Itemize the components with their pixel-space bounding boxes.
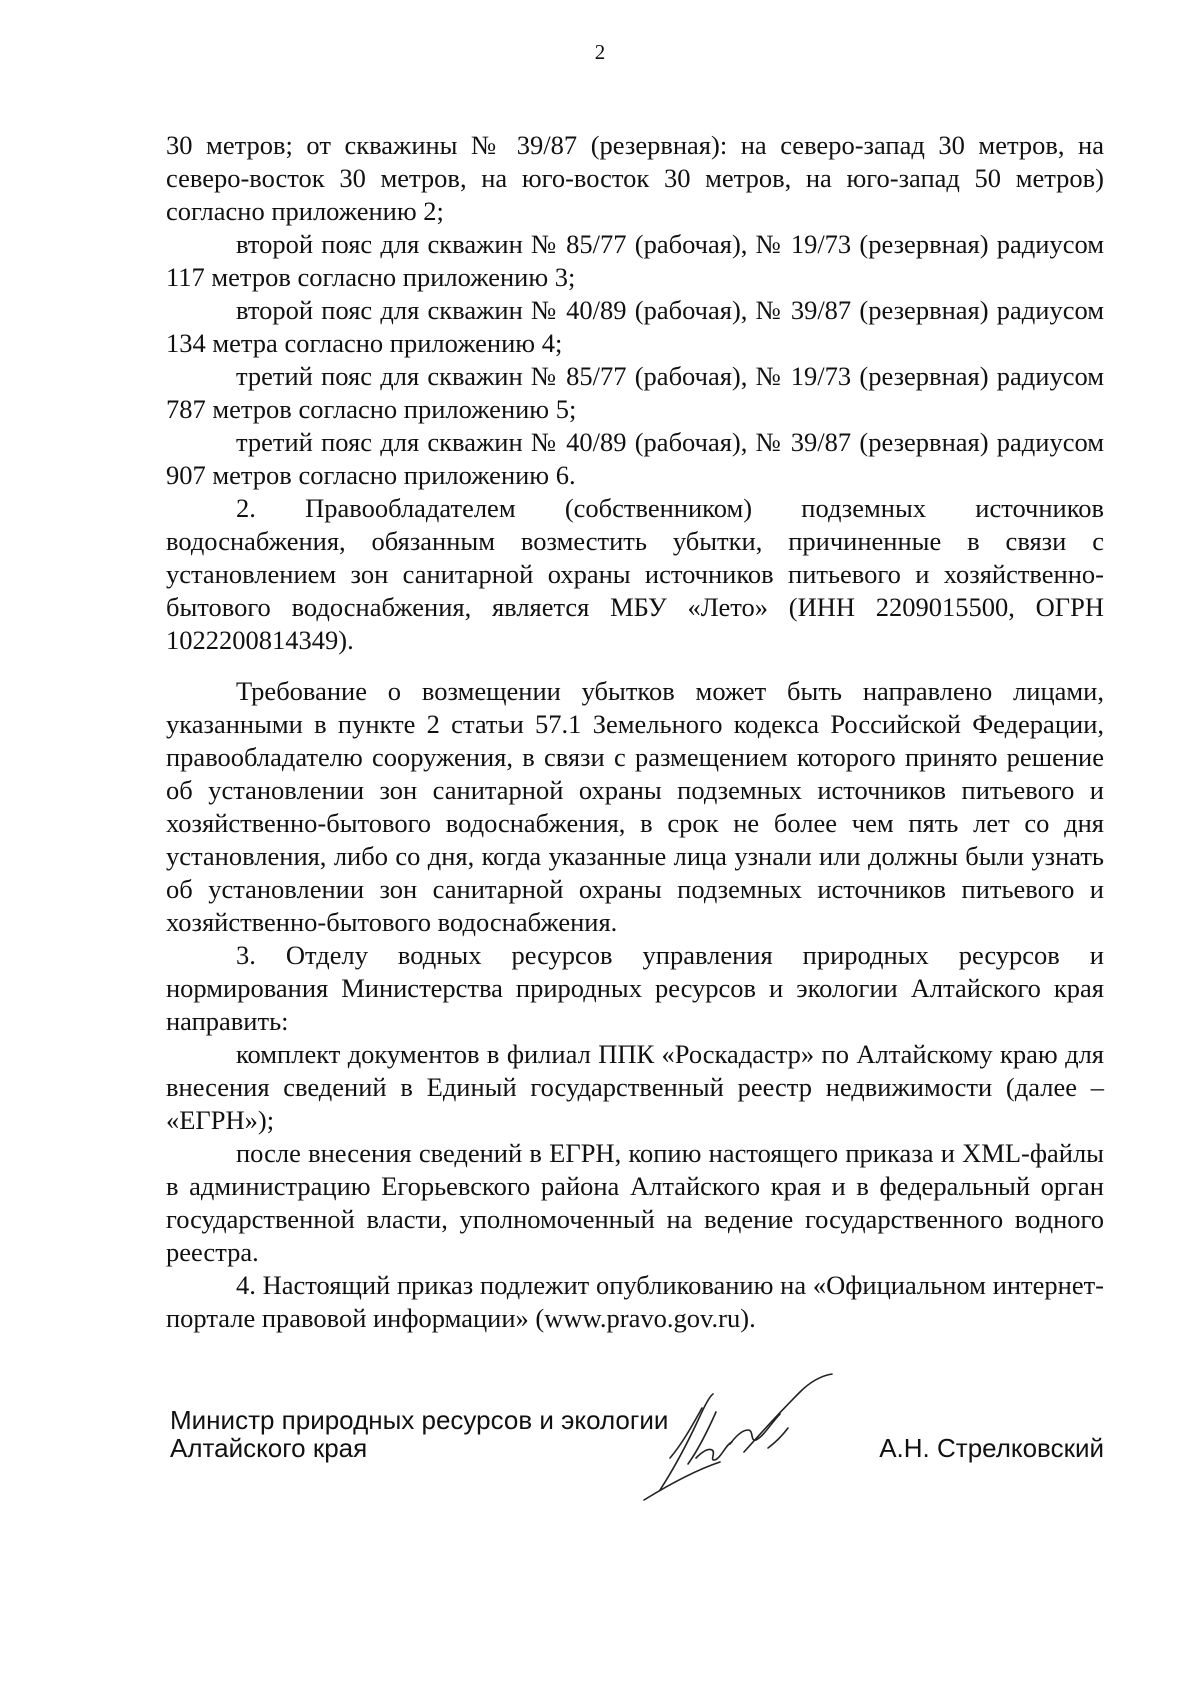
page-number: 2 — [594, 40, 606, 64]
paragraph-second-belt-40-89: второй пояс для скважин № 40/89 (рабочая), № 39/87 (резервная) радиусом 134 метра согласно приложению 4; — [166, 295, 1104, 358]
signatory-name: А.Н. Стрелковский — [879, 1433, 1104, 1463]
paragraph-item-2: 2. Правообладателем (собственником) подземных источников водоснабжения, обязанным возместить убытки, причиненные в связи с установлением зон санитарной охраны источников питьевого и хозяйственно-бытового водоснабжения, является МБУ «Лето» (ИНН 2209015500, ОГРН 1022200814349). — [166, 493, 1104, 655]
signatory-region: Алтайского края — [170, 1433, 368, 1463]
paragraph-third-belt-85-77: третий пояс для скважин № 85/77 (рабочая), № 19/73 (резервная) радиусом 787 метров согласно приложению 5; — [166, 361, 1104, 424]
paragraph-third-belt-40-89: третий пояс для скважин № 40/89 (рабочая), № 39/87 (резервная) радиусом 907 метров согласно приложению 6. — [166, 427, 1104, 490]
paragraph-item-3: 3. Отделу водных ресурсов управления природных ресурсов и нормирования Министерства природных ресурсов и экологии Алтайского края направить: — [166, 940, 1104, 1036]
paragraph-roskadastr: комплект документов в филиал ППК «Роскадастр» по Алтайскому краю для внесения сведений в Единый государственный реестр недвижимости (далее – «ЕГРН»); — [166, 1039, 1104, 1135]
paragraph-after-egrn: после внесения сведений в ЕГРН, копию настоящего приказа и XML-файлы в администрацию Егорьевского района Алтайского края и в федеральный орган государственной власти, уполномоченный на ведение государственного водного реестра. — [166, 1138, 1104, 1267]
signatory-title: Министр природных ресурсов и экологии — [170, 1405, 669, 1435]
paragraph-compensation-claim: Требование о возмещении убытков может быть направлено лицами, указанными в пункте 2 статьи 57.1 Земельного кодекса Российской Федерации, правообладателю сооружения, в связи с размещением которого принято решение об установлении зон санитарной охраны подземных источников питьевого и хозяйственно-бытового водоснабжения, в срок не более чем пять лет со дня установления, либо со дня, когда указанные лица узнали или должны были узнать об установлении зон санитарной охраны подземных источников питьевого и хозяйственно-бытового водоснабжения. — [166, 676, 1104, 937]
paragraph-zone1-continuation: 30 метров; от скважины № 39/87 (резервная): на северо-запад 30 метров, на северо-восток 30 метров, на юго-восток 30 метров, на юго-запад 50 метров) согласно приложению 2; — [166, 130, 1104, 226]
paragraph-second-belt-85-77: второй пояс для скважин № 85/77 (рабочая), № 19/73 (резервная) радиусом 117 метров согласно приложению 3; — [166, 229, 1104, 292]
handwritten-signature — [640, 1372, 860, 1502]
signature-block — [170, 1406, 1104, 1506]
document-body — [166, 129, 1104, 1335]
paragraph-item-4: 4. Настоящий приказ подлежит опубликованию на «Официальном интернет-портале правовой информации» (www.pravo.gov.ru). — [166, 1270, 1104, 1333]
